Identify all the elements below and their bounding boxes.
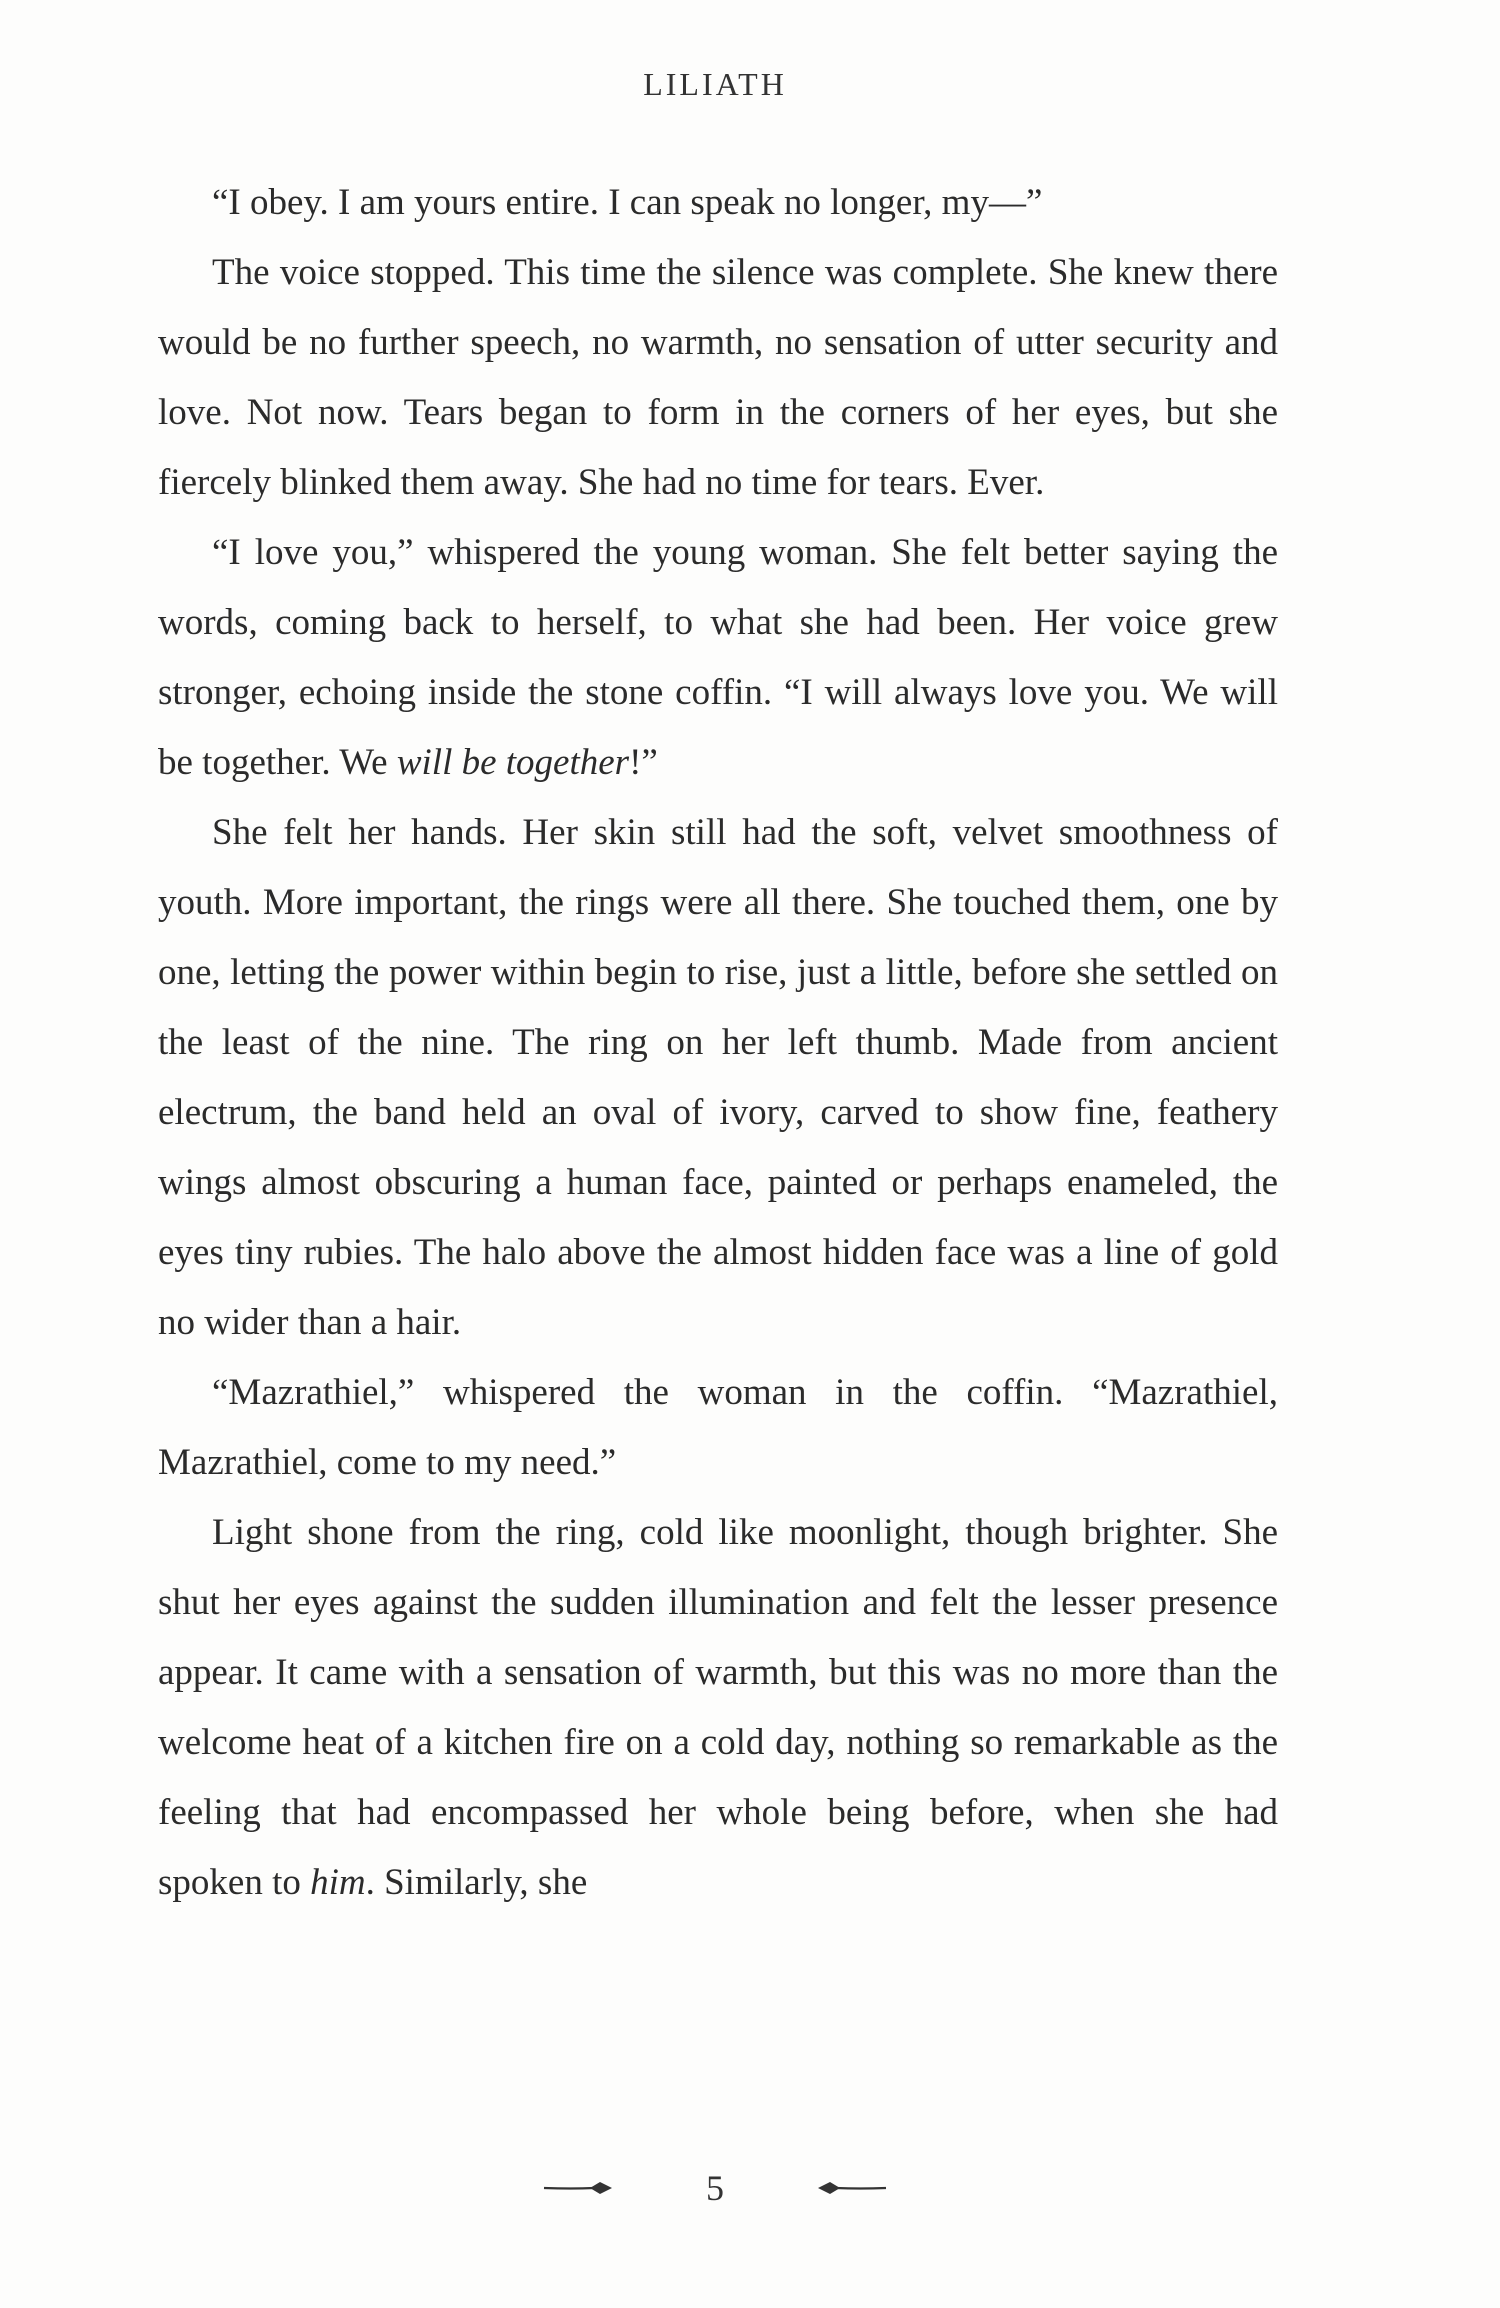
italic-emphasis: will be together <box>396 742 630 783</box>
paragraph: “I love you,” whispered the young woman. She felt better saying the words, coming back to herself, to what she had been. Her voice grew stronger, echoing inside the stone coffin. “I will always love you. We will be together. We will be together!” <box>158 532 1278 783</box>
body-text <box>158 168 1278 1918</box>
paragraph: Light shone from the ring, cold like moonlight, though brighter. She shut her eyes against the sudden illumination and felt the lesser presence appear. It came with a sensation of warmth, but this was no more than the welcome heat of a kitchen fire on a cold day, nothing so remarkable as the feeling that had encompassed her whole being before, when she had spoken to him. Similarly, she <box>158 1512 1278 1903</box>
paragraph: “Mazrathiel,” whispered the woman in the coffin. “Mazrathiel, Mazrathiel, come to my need.” <box>158 1372 1278 1483</box>
paragraph: The voice stopped. This time the silence was complete. She knew there would be no further speech, no warmth, no sensation of utter security and love. Not now. Tears began to form in the corners of her eyes, but she fiercely blinked them away. She had no time for tears. Ever. <box>158 252 1278 503</box>
page-number: 5 <box>706 2168 724 2208</box>
paragraph: She felt her hands. Her skin still had the soft, velvet smoothness of youth. More important, the rings were all there. She touched them, one by one, letting the power within begin to rise, just a little, before she settled on the least of the nine. The ring on her left thumb. Made from ancient electrum, the band held an oval of ivory, carved to show fine, feathery wings almost obscuring a human face, painted or perhaps enameled, the eyes tiny rubies. The halo above the almost hidden face was a line of gold no wider than a hair. <box>158 812 1278 1343</box>
folio <box>0 2158 1430 2218</box>
running-head: LILIATH <box>643 66 787 102</box>
right-ornament-icon <box>816 2178 888 2198</box>
left-ornament-icon <box>542 2178 614 2198</box>
italic-emphasis: him <box>310 1862 366 1903</box>
paragraph: “I obey. I am yours entire. I can speak no longer, my—” <box>212 182 1043 223</box>
